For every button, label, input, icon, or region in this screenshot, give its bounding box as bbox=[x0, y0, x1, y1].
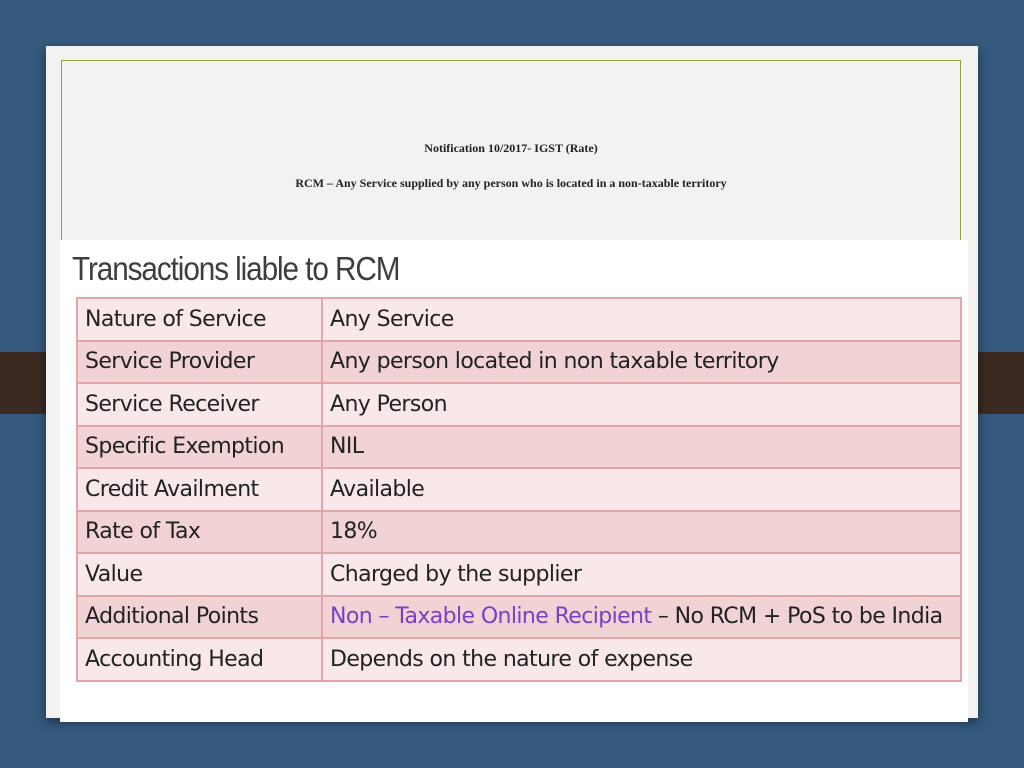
row-value: NIL bbox=[322, 426, 961, 469]
table-row bbox=[77, 426, 961, 469]
row-value: Any Person bbox=[322, 383, 961, 426]
row-value: Any Service bbox=[322, 298, 961, 341]
table-row bbox=[77, 596, 961, 639]
left-side-band bbox=[0, 352, 48, 414]
row-label: Value bbox=[77, 553, 322, 596]
row-value-rest: – No RCM + PoS to be India bbox=[651, 604, 943, 630]
table-row bbox=[77, 638, 961, 681]
table-row bbox=[77, 341, 961, 384]
row-label: Specific Exemption bbox=[77, 426, 322, 469]
page-title: Transactions liable to RCM bbox=[72, 250, 400, 287]
table-row bbox=[77, 383, 961, 426]
table-row bbox=[77, 553, 961, 596]
table-row bbox=[77, 511, 961, 554]
row-value: Available bbox=[322, 468, 961, 511]
row-value: Depends on the nature of expense bbox=[322, 638, 961, 681]
row-label: Additional Points bbox=[77, 596, 322, 639]
right-side-band bbox=[972, 352, 1024, 414]
row-label: Nature of Service bbox=[77, 298, 322, 341]
row-label: Credit Availment bbox=[77, 468, 322, 511]
table-row bbox=[77, 298, 961, 341]
row-label: Service Receiver bbox=[77, 383, 322, 426]
row-value: Charged by the supplier bbox=[322, 553, 961, 596]
front-slide bbox=[60, 240, 968, 722]
table-row bbox=[77, 468, 961, 511]
highlighted-text: Non – Taxable Online Recipient bbox=[330, 604, 652, 630]
row-label: Accounting Head bbox=[77, 638, 322, 681]
row-value bbox=[322, 596, 961, 639]
row-label: Service Provider bbox=[77, 341, 322, 384]
row-label: Rate of Tax bbox=[77, 511, 322, 554]
row-value: Any person located in non taxable territory bbox=[322, 341, 961, 384]
notification-subtitle: RCM – Any Service supplied by any person who is located in a non-taxable territory bbox=[295, 176, 727, 190]
notification-title: Notification 10/2017- IGST (Rate) bbox=[424, 141, 598, 155]
rcm-table bbox=[76, 297, 962, 682]
row-value: 18% bbox=[322, 511, 961, 554]
